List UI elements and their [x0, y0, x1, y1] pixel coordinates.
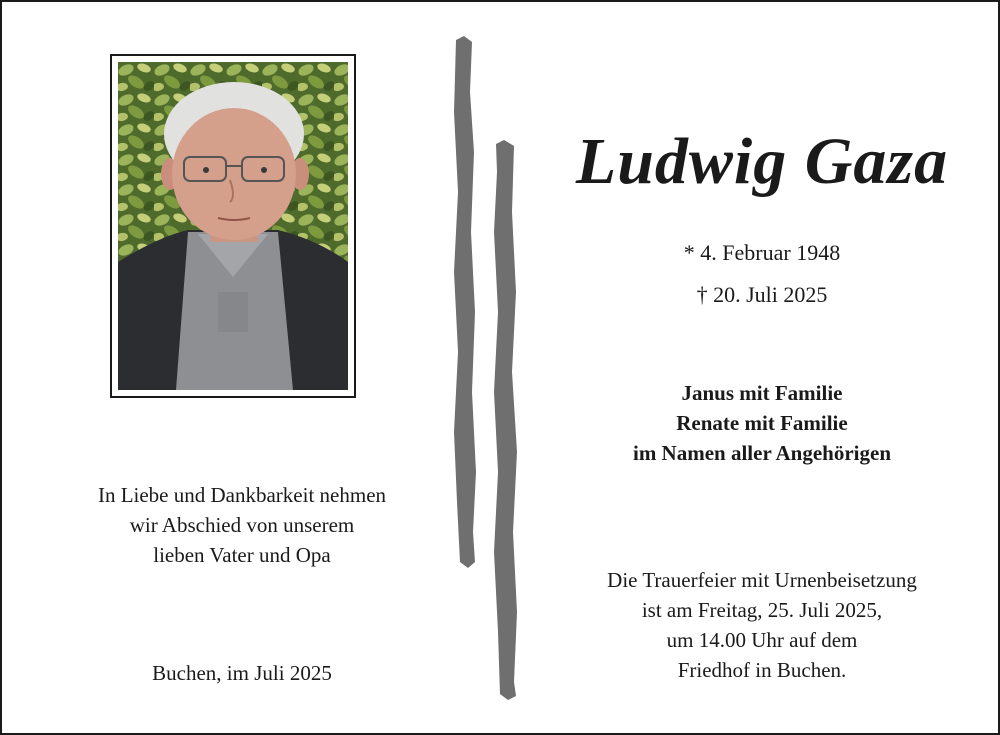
service-line: Friedhof in Buchen.: [677, 658, 847, 682]
family-line: Janus mit Familie: [681, 381, 843, 405]
death-date: † 20. Juli 2025: [696, 282, 828, 307]
place-date: Buchen, im Juli 2025: [152, 661, 332, 685]
intro-line: wir Abschied von unserem: [129, 513, 355, 537]
service-line: um 14.00 Uhr auf dem: [666, 628, 858, 652]
portrait-frame: [110, 54, 356, 398]
portrait-photo: [118, 62, 348, 390]
intro-text: [42, 480, 442, 570]
family-line: Renate mit Familie: [676, 411, 848, 435]
service-line: Die Trauerfeier mit Urnenbeisetzung: [607, 568, 917, 592]
family-signatures: [542, 378, 982, 468]
deceased-name: Ludwig Gaza: [575, 125, 949, 198]
birth-date: * 4. Februar 1948: [683, 240, 841, 265]
intro-line: lieben Vater und Opa: [153, 543, 331, 567]
family-line: im Namen aller Angehörigen: [632, 441, 891, 465]
service-info: [542, 565, 982, 685]
brush-stripe-right: [494, 140, 517, 700]
brush-stripe-left: [454, 36, 476, 568]
decorative-brush-stripes: [442, 32, 532, 712]
intro-line: In Liebe und Dankbarkeit nehmen: [97, 483, 387, 507]
service-line: ist am Freitag, 25. Juli 2025,: [641, 598, 883, 622]
